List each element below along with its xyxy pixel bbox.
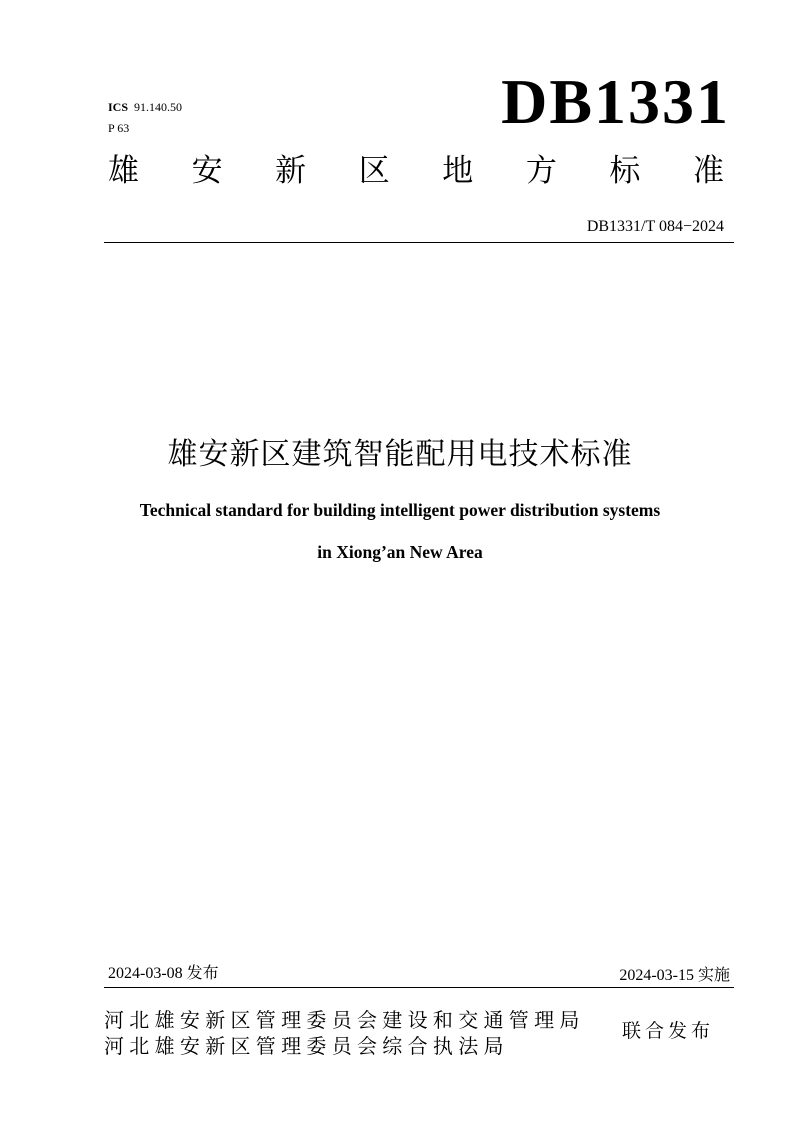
implementation-date: 2024-03-15 实施 bbox=[619, 967, 730, 984]
category-char: 区 bbox=[358, 153, 390, 189]
ics-code bbox=[108, 100, 182, 115]
ccs-code: P 63 bbox=[108, 121, 130, 135]
title-english-line1: Technical standard for building intelligent power distribution systems bbox=[139, 500, 661, 520]
title-english-line2: in Xiong’an New Area bbox=[317, 542, 483, 562]
title-chinese: 雄安新区建筑智能配用电技术标准 bbox=[167, 437, 633, 472]
category-char: 新 bbox=[275, 153, 307, 189]
category-char: 准 bbox=[692, 153, 724, 189]
category-char: 标 bbox=[609, 153, 641, 189]
issue-date: 2024-03-08 发布 bbox=[108, 965, 219, 982]
bottom-divider bbox=[104, 987, 734, 988]
category-char: 方 bbox=[525, 153, 557, 189]
issuer-line2: 河北雄安新区管理委员会综合执法局 bbox=[104, 1034, 509, 1058]
db-code-logo: DB1331 bbox=[501, 66, 730, 137]
category-char: 安 bbox=[191, 153, 223, 189]
joint-release-label: 联合发布 bbox=[622, 1020, 715, 1042]
issuer-line1: 河北雄安新区管理委员会建设和交通管理局 bbox=[104, 1008, 585, 1032]
standard-number: DB1331/T 084−2024 bbox=[586, 218, 724, 235]
standard-category-title bbox=[108, 153, 724, 189]
ics-number: 91.140.50 bbox=[134, 100, 183, 114]
category-char: 雄 bbox=[108, 153, 139, 189]
ics-label: ICS bbox=[108, 100, 129, 114]
category-char: 地 bbox=[442, 153, 474, 189]
top-divider bbox=[104, 242, 734, 243]
